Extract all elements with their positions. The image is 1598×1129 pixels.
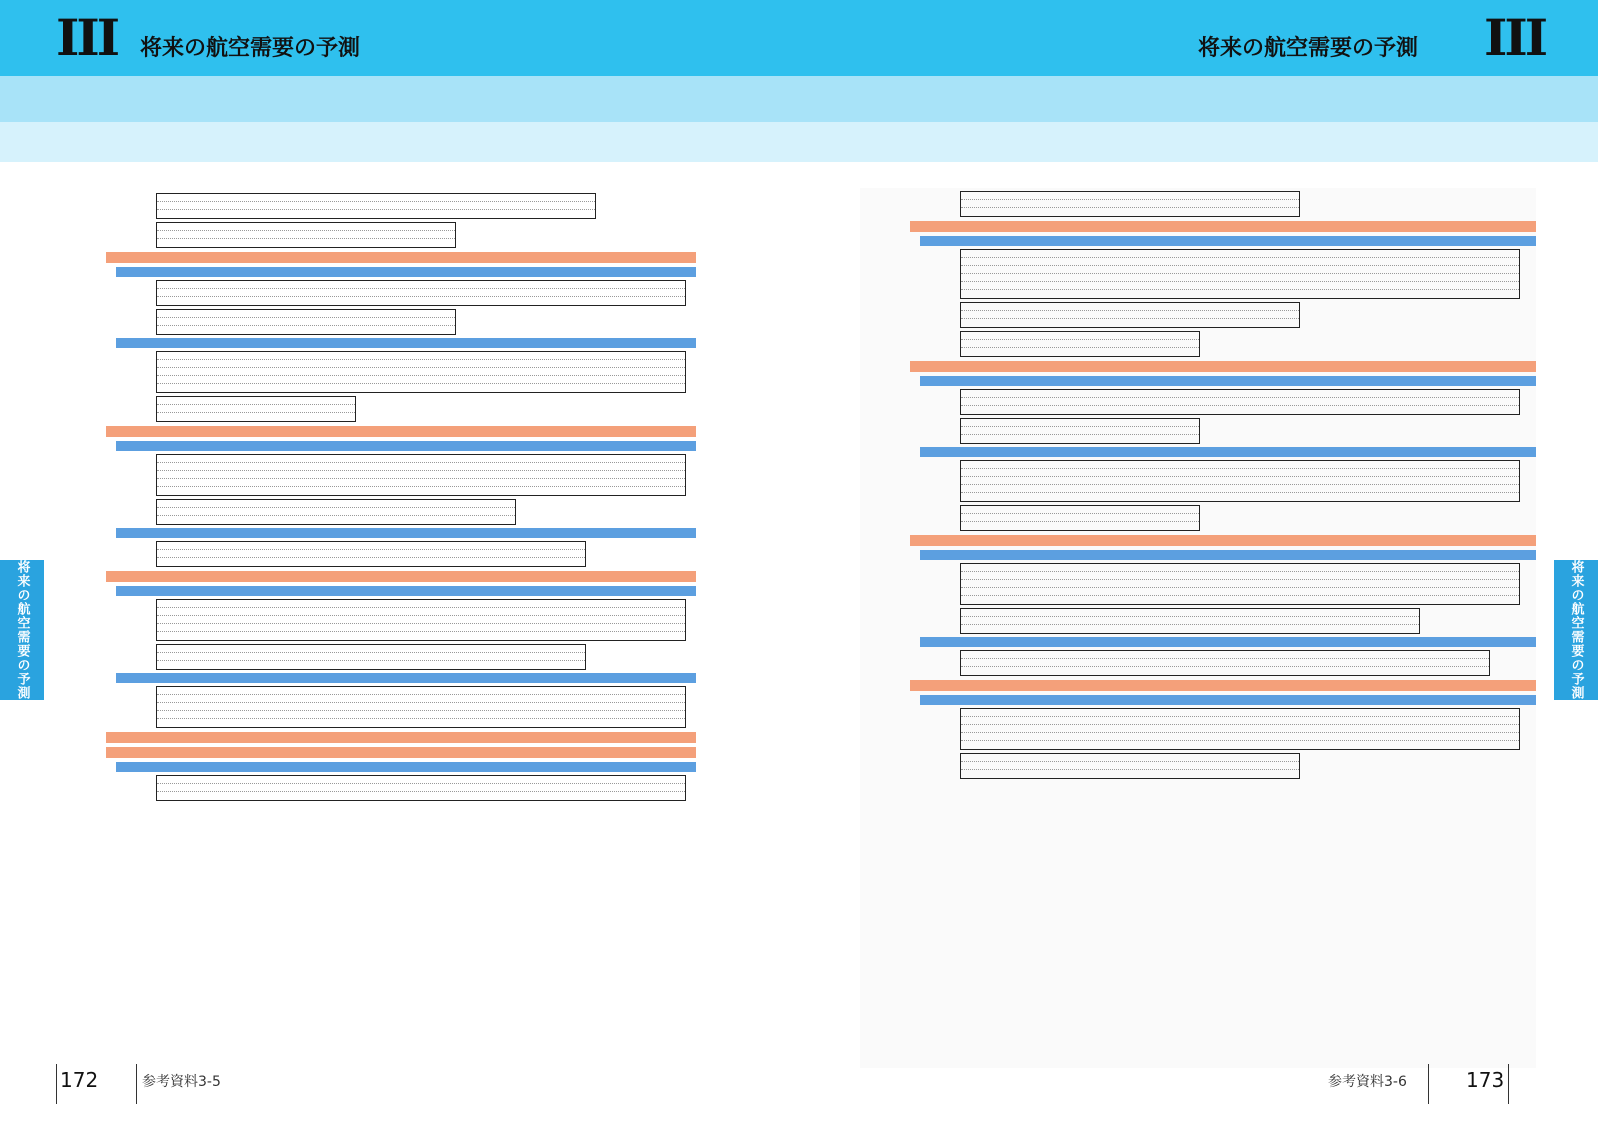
zone-bar [910,221,1536,232]
route-entry [860,753,1536,779]
side-tab-label: 将来の航空需要の予測 [14,560,30,700]
route-entry [56,541,696,567]
zone-bar [106,732,696,743]
header-band-tertiary [0,122,1598,162]
zone-bar [106,252,696,263]
sub-bar [920,447,1536,457]
page-right-scan [860,188,1536,1068]
footer-divider [1428,1064,1429,1104]
sub-bar [116,528,696,538]
route-table-left [56,190,696,804]
side-tab-label: 将来の航空需要の予測 [1568,560,1584,700]
route-entry [860,249,1536,299]
zone-bar [910,680,1536,691]
chapter-title-left: 将来の航空需要の予測 [140,36,361,61]
sub-bar [920,695,1536,705]
route-entry [860,708,1536,750]
route-entry [860,418,1536,444]
sub-bar [920,637,1536,647]
route-entry [56,351,696,393]
zone-bar [106,426,696,437]
route-entry [860,389,1536,415]
sub-bar [116,441,696,451]
footer-divider [136,1064,137,1104]
route-entry [56,686,696,728]
route-entry [56,775,696,801]
route-entry [56,599,696,641]
page-number-left: 172 [60,1068,99,1092]
route-entry [860,302,1536,328]
zone-bar [106,571,696,582]
route-entry [56,499,696,525]
side-tab-right [1554,560,1598,700]
route-table-right [860,188,1536,782]
route-entry [56,396,696,422]
sub-bar [116,586,696,596]
page-number-right: 173 [1466,1068,1505,1092]
footer-divider [1508,1064,1509,1104]
chapter-numeral-left: III [56,8,118,67]
chapter-title-right: 将来の航空需要の予測 [1197,36,1418,61]
sub-bar [116,762,696,772]
footer-divider [56,1064,57,1104]
route-entry [56,280,696,306]
route-entry [860,650,1536,676]
reference-label-right: 参考資料3-6 [1328,1074,1407,1090]
route-entry [56,454,696,496]
route-entry [860,460,1536,502]
route-entry [56,193,696,219]
sub-bar [116,338,696,348]
route-entry [860,608,1536,634]
zone-bar [910,535,1536,546]
zone-bar [106,747,696,758]
side-tab-left [0,560,44,700]
chapter-numeral-right: III [1484,8,1546,67]
header-band-secondary [0,76,1598,122]
route-entry [860,563,1536,605]
route-entry [56,309,696,335]
route-entry [56,222,696,248]
route-entry [860,191,1536,217]
sub-bar [116,267,696,277]
route-entry [56,644,696,670]
sub-bar [920,376,1536,386]
zone-bar [910,361,1536,372]
sub-bar [116,673,696,683]
sub-bar [920,236,1536,246]
route-entry [860,505,1536,531]
reference-label-left: 参考資料3-5 [142,1074,221,1090]
page-left-scan [56,190,696,1070]
sub-bar [920,550,1536,560]
route-entry [860,331,1536,357]
